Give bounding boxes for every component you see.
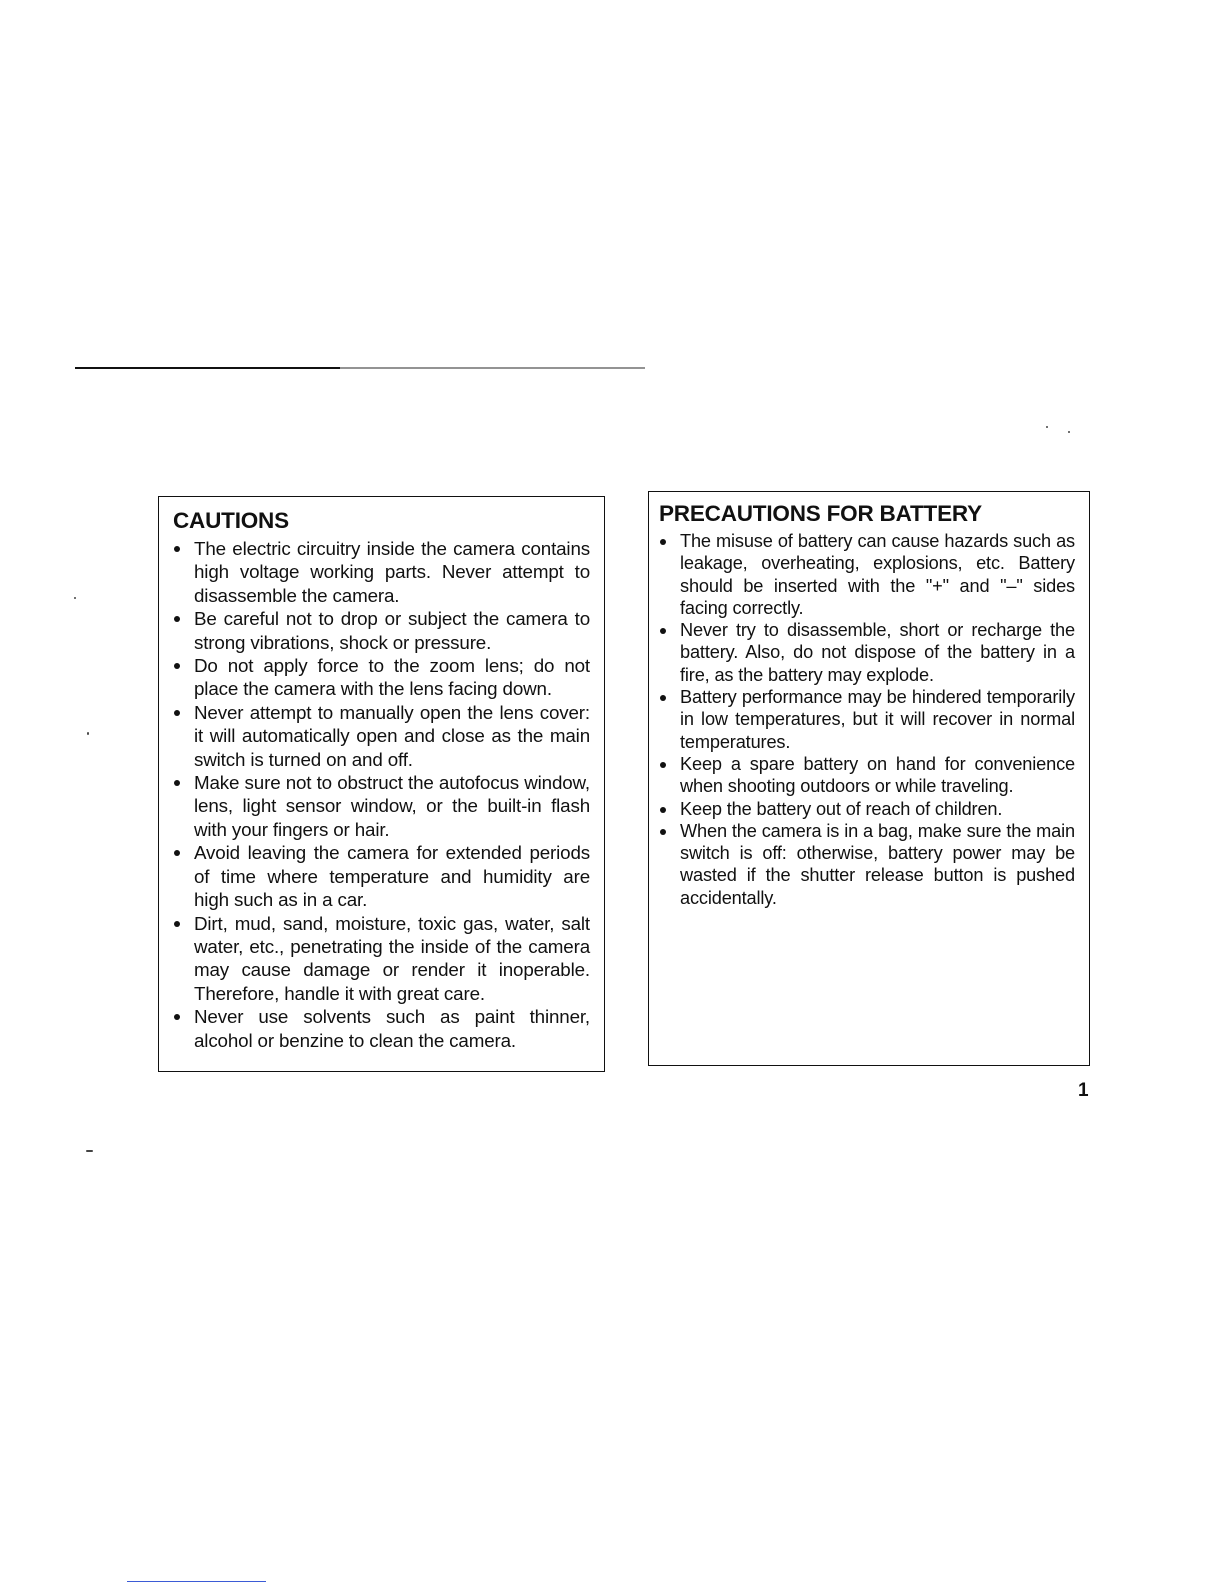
cautions-box — [158, 496, 605, 1072]
battery-item: Never try to disassemble, short or recharge the battery. Also, do not dispose of the battery in a fire, as the battery may explode. — [659, 619, 1075, 686]
scan-speck — [86, 1150, 93, 1152]
page-number: 1 — [1078, 1080, 1089, 1101]
battery-list — [659, 530, 1075, 909]
bottom-rule — [127, 1581, 266, 1582]
cautions-item: Dirt, mud, sand, moisture, toxic gas, water, salt water, etc., penetrating the inside of the camera may cause damage or render it inoperable. Therefore, handle it with great care. — [173, 912, 590, 1006]
cautions-item: Do not apply force to the zoom lens; do not place the camera with the lens facing down. — [173, 654, 590, 701]
battery-title: PRECAUTIONS FOR BATTERY — [659, 501, 982, 526]
scan-speck — [87, 732, 89, 735]
scan-speck — [74, 597, 76, 599]
battery-item: Keep a spare battery on hand for convenience when shooting outdoors or while traveling. — [659, 753, 1075, 798]
cautions-item: Never use solvents such as paint thinner, alcohol or benzine to clean the camera. — [173, 1005, 590, 1052]
cautions-item: Avoid leaving the camera for extended periods of time where temperature and humidity are high such as in a car. — [173, 841, 590, 911]
scan-speck — [1068, 431, 1070, 433]
cautions-item: Never attempt to manually open the lens cover: it will automatically open and close as the main switch is turned on and off. — [173, 701, 590, 771]
top-rule-fade — [340, 367, 645, 370]
battery-item: When the camera is in a bag, make sure the main switch is off: otherwise, battery power may be wasted if the shutter release button is pushed accidentally. — [659, 820, 1075, 909]
battery-item: The misuse of battery can cause hazards such as leakage, overheating, explosions, etc. Battery should be inserted with the "+" and "–" sides facing correctly. — [659, 530, 1075, 619]
cautions-item: The electric circuitry inside the camera contains high voltage working parts. Never attempt to disassemble the camera. — [173, 537, 590, 607]
cautions-item: Be careful not to drop or subject the camera to strong vibrations, shock or pressure. — [173, 607, 590, 654]
cautions-title: CAUTIONS — [173, 508, 289, 533]
cautions-item: Make sure not to obstruct the autofocus window, lens, light sensor window, or the built-in flash with your fingers or hair. — [173, 771, 590, 841]
scan-speck — [1046, 426, 1048, 428]
battery-item: Battery performance may be hindered temporarily in low temperatures, but it will recover in normal temperatures. — [659, 686, 1075, 753]
cautions-list — [173, 537, 590, 1052]
battery-item: Keep the battery out of reach of children. — [659, 798, 1075, 820]
battery-box — [648, 491, 1090, 1066]
